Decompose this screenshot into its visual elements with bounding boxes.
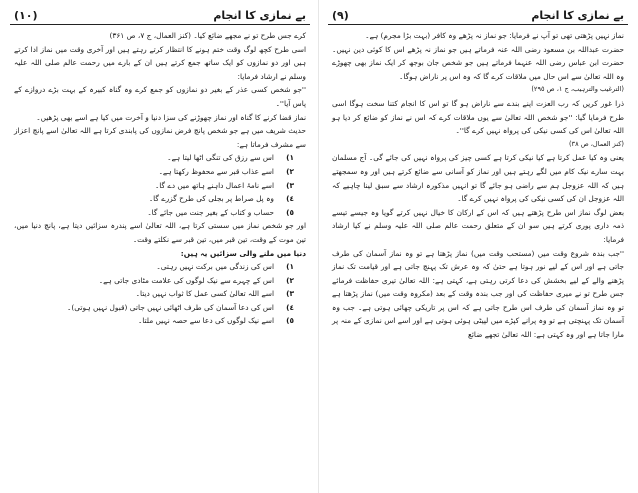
right-paragraph-5: بعض لوگ نماز اس طرح پڑھتے ہیں کہ اس کے ارکان کا خیال نہیں کرتے گویا وہ جیسے تیسے ذمہ داری پوری کرتے ہیں سو ان کے متعلق رحمت عالم صلی اللہ علیہ وسلم نے کیا ارشاد فرمایا: (332, 207, 624, 244)
right-reference-1: (الترغیب والترہیب، ج ١، ص ٢٩٥) (531, 85, 624, 94)
list-text: اسے اللہ تعالیٰ کسی عمل کا ثواب نہیں دیتا۔ (135, 289, 274, 299)
list-item (14, 165, 306, 179)
right-paragraph-4: یعنی وہ کیا عمل کرتا ہے کیا نیکی کرتا ہے کسی چیز کی پرواہ نہیں کی جائے گی۔ آج مسلمان بہت سارے نیک کام میں لگے رہتے ہیں اور نماز کو آسانی سے ضائع کرتے ہیں اور وہ سمجھتے ہیں کہ اللہ عزوجل ہم سے راضی ہو جائے گا تو انہیں مذکورہ ارشاد سے سبق لینا چاہیے کہ اللہ عزوجل ان کی کسی نیکی کی پرواہ نہیں کرے گا۔ (332, 153, 624, 204)
left-paragraph-4: نماز قضا کرنے کا گناہ اور نماز چھوڑنے کی سزا دنیا و آخرت میں کیا ہے اسے بھی پڑھیں۔ (36, 112, 306, 122)
left-paragraph-6: اور جو شخص نماز میں سستی کرتا ہے، اللہ تعالیٰ اسے پندرہ سزائیں دیتا ہے، پانچ دنیا میں، تین موت کے وقت، تین قبر میں، تین قبر سے نکلتے وقت۔ (14, 221, 306, 244)
right-page-header (328, 6, 628, 25)
left-page-number: (١٠) (14, 8, 38, 22)
list-number: ٤) (286, 194, 294, 204)
list-number: ٣) (286, 289, 294, 299)
right-page-body (328, 25, 628, 342)
list-item (14, 151, 306, 165)
right-paragraph-3: ذرا غور کریں کہ رب العزت اپنے بندے سے ناراض ہو گا تو اس کا انجام کتنا سخت ہوگا اسی طرح فرمایا گیا: ''جو شخص اللہ تعالیٰ سے یوں ملاقات کرے کہ اس نے نماز کو ضائع کر دیا ہو اللہ تعالیٰ اس کی کسی نیکی کی پرواہ نہیں کرے گا''۔ (332, 98, 624, 136)
left-page-header (10, 6, 310, 25)
list-item (14, 301, 306, 315)
punishments-subheading: دنیا میں ملنے والی سزائیں یہ ہیں: (180, 248, 306, 258)
list-text: اسے نامۂ اعمال داہنے ہاتھ میں دے گا۔ (154, 180, 274, 190)
list-item (14, 179, 306, 193)
list-number: ٢) (286, 166, 294, 176)
list-number: ٤) (286, 302, 294, 312)
list-text: حساب و کتاب کے بغیر جنت میں جائے گا۔ (147, 207, 274, 217)
list-item (14, 314, 306, 328)
right-paragraph-1: نماز نہیں پڑھتی تھی تو آپ نے فرمایا: جو نماز نہ پڑھے وہ کافر (بہت بڑا مجرم) ہے۔ (365, 31, 624, 40)
list-text: اس کی دعا آسمان کی طرف اٹھائی نہیں جاتی (قبول نہیں ہوتی)۔ (67, 302, 274, 312)
right-page (328, 6, 628, 486)
list-text: اس کے چہرے سے نیک لوگوں کی علامت مٹادی جاتی ہے۔ (98, 275, 274, 285)
list-item (14, 260, 306, 274)
list-item (14, 192, 306, 206)
list-number: ١) (286, 153, 294, 163)
punishments-list (14, 260, 306, 328)
right-header-title: بے نمازی کا انجام (531, 8, 624, 22)
left-page-body (10, 25, 310, 328)
list-number: ٥) (286, 207, 294, 217)
left-paragraph-1: کرے جس طرح تو نے مجھے ضائع کیا۔ (کنز العمال، ج ۷، ص ۳۶۱) (109, 31, 306, 40)
left-page (10, 6, 310, 486)
left-paragraph-2: اسی طرح کچھ لوگ وقت ختم ہونے کا انتظار کرتے رہتے ہیں اور آخری وقت میں نماز ادا کرتے ہیں اور دو نمازوں کو ایک ساتھ جمع کرتے ہیں ان کے بارے میں رحمت عالم صلی اللہ علیہ وسلم نے ارشاد فرمایا: (14, 44, 306, 81)
list-text: اسے عذاب قبر سے محفوظ رکھتا ہے۔ (158, 166, 274, 176)
list-text: اس کی زندگی میں برکت نہیں رہتی۔ (156, 262, 274, 272)
left-header-title: بے نمازی کا انجام (213, 8, 306, 22)
list-item (14, 287, 306, 301)
right-paragraph-2: حضرت عبداللہ بن مسعود رضی اللہ عنہ فرماتے ہیں جو نماز نہ پڑھے اس کا کوئی دین نہیں۔ حضرت ابن عباس رضی اللہ عنہما فرماتے ہیں جو شخص جان بوجھ کر ایک نماز بھی چھوڑے وہ اللہ تعالیٰ سے اس حال میں ملاقات کرے گا کہ وہ اس پر ناراض ہوگا۔ (332, 44, 624, 81)
list-number: ٢) (286, 275, 294, 285)
honors-list (14, 151, 306, 219)
page-gutter (318, 0, 319, 493)
list-number: ١) (286, 262, 294, 272)
left-paragraph-5: حدیث شریف میں ہے جو شخص پانچ فرض نمازوں کی پابندی کرتا ہے اللہ تعالیٰ اسے پانچ اعزاز سے مشرف فرماتا ہے: (14, 126, 306, 149)
list-number: ٥) (286, 316, 294, 326)
left-paragraph-3: ''جو شخص کسی عذر کے بغیر دو نمازوں کو جمع کرے وہ گناہ کبیرہ کے بہت بڑے دروازے کے پاس آیا''۔ (14, 85, 306, 108)
list-item (14, 206, 306, 220)
right-paragraph-6: ''جب بندہ شروع وقت میں (مستحب وقت میں) نماز پڑھتا ہے تو وہ نماز آسمان کی طرف جاتی ہے اور اس کے لیے نور ہوتا ہے حتیٰ کہ وہ عرش تک پہنچ جاتی ہے اور قیامت تک نماز پڑھنے والے کے لیے بخشش کی دعا کرتی رہتی ہے، کہتی ہے: اللہ تعالیٰ تیری حفاظت فرمائے جس طرح تو نے میری حفاظت کی اور جب بندہ وقت کے بعد (مکروہ وقت میں) نماز پڑھتا ہے تو وہ نماز آسمان کی طرف اس طرح جاتی ہے کہ اس پر تاریکی چھائی ہوتی ہے۔ جب وہ آسمان تک پہنچتی ہے تو وہ پرانے کپڑے میں لپیٹی ہوئی ہوتی ہے اور اسے اس نمازی کے منہ پر مارا جاتا ہے اور وہ کہتی ہے: اللہ تعالیٰ تجھے ضائع (332, 248, 624, 340)
right-reference-2: (کنز العمال، ص ۳۸) (568, 139, 624, 148)
list-item (14, 274, 306, 288)
list-text: اسے نیک لوگوں کی دعا سے حصہ نہیں ملتا۔ (137, 316, 274, 326)
list-text: وہ پل صراط پر بجلی کی طرح گزرے گا۔ (148, 194, 274, 204)
right-page-number: (٩) (332, 8, 349, 22)
list-text: اس سے رزق کی تنگی اٹھا لیتا ہے۔ (167, 153, 274, 163)
list-number: ٣) (286, 180, 294, 190)
